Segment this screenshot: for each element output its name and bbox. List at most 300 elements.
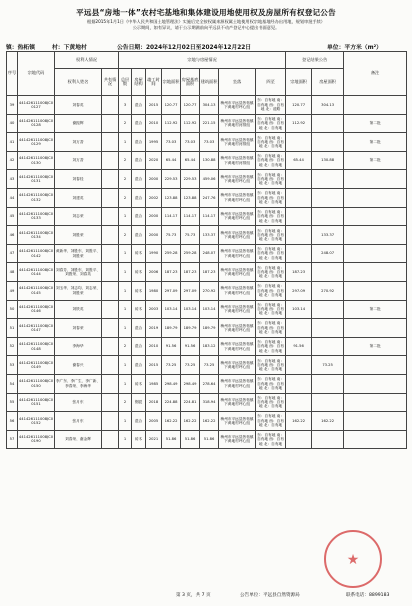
cell-location: 梅州市平远县热柘镇下黄地村坪心组 [219, 263, 256, 282]
cell-parcel-code: 441426111008JC00147 [18, 319, 55, 338]
cell-parcel-code: 441426111008JC00142 [18, 244, 55, 263]
cell-parcel-area: 123.88 [162, 188, 181, 207]
cell-parcel-code: 441426111008JC00133 [18, 207, 55, 226]
cell-co-ownership [102, 170, 119, 189]
cell-holder-name: 李海华 [55, 337, 102, 356]
cell-total-floors: 1 [119, 430, 132, 449]
cell-reg-house-area: 162.22 [312, 412, 344, 431]
cell-holder-name: 刘万香 [55, 133, 102, 152]
col-group-registration: 登记结果公告 [286, 52, 344, 69]
cell-parcel-area: 73.25 [162, 356, 181, 375]
cell-co-ownership [102, 337, 119, 356]
cell-co-ownership [102, 114, 119, 133]
cell-reg-parcel-area [286, 393, 312, 412]
col-header-year-built: 竣工时间 [146, 69, 162, 96]
cell-floor-area: 187.23 [200, 263, 219, 282]
cell-footprint-area: 75.73 [181, 226, 200, 245]
cell-year-built: 2000 [146, 207, 162, 226]
cell-structure: 混合 [132, 207, 146, 226]
cell-structure: 混合 [132, 170, 146, 189]
cell-seq: 42 [7, 151, 18, 170]
cell-total-floors: 3 [119, 96, 132, 115]
cell-location: 梅州市平远县热柘镇下黄地村河排组 [219, 151, 256, 170]
cell-parcel-code: 441426111008JC00130 [18, 151, 55, 170]
cell-seq: 43 [7, 170, 18, 189]
cell-footprint-area: 162.22 [181, 412, 200, 431]
cell-year-built: 1995 [146, 133, 162, 152]
cell-parcel-area: 298.49 [162, 374, 181, 393]
cell-structure: 砖木 [132, 263, 146, 282]
cell-boundaries: 东：自有地 南：自有地 西：自有地 北：自有地 [256, 263, 286, 282]
cell-reg-house-area [312, 263, 344, 282]
cell-location: 梅州市平远县热柘镇下黄地村坪心组 [219, 188, 256, 207]
cell-parcel-code: 441426111008JC00152 [18, 412, 55, 431]
cell-total-floors: 1 [119, 263, 132, 282]
cell-reg-parcel-area: 112.92 [286, 114, 312, 133]
cell-year-built: 2000 [146, 226, 162, 245]
col-header-footprint-area: 房屋基底面积 [181, 69, 200, 96]
cell-co-ownership [102, 96, 119, 115]
cell-floor-area: 133.37 [200, 226, 219, 245]
cell-co-ownership [102, 430, 119, 449]
cell-seq: 57 [7, 430, 18, 449]
cell-location: 梅州市平远县热柘镇下黄地村坪心组 [219, 170, 256, 189]
cell-structure: 混合 [132, 96, 146, 115]
cell-holder-name: 刘春桂 [55, 170, 102, 189]
cell-floor-area: 130.88 [200, 151, 219, 170]
cell-footprint-area: 112.92 [181, 114, 200, 133]
cell-parcel-code: 441426111008JC00146 [18, 300, 55, 319]
cell-boundaries: 东：自有地 南：自有地 西：自有地 北：自有地 [256, 319, 286, 338]
cell-boundaries: 东：自有地 南：自有地 西：自有地 北：自有地 [256, 151, 286, 170]
cell-parcel-area: 189.79 [162, 319, 181, 338]
table-row [7, 114, 407, 133]
cell-footprint-area: 91.56 [181, 337, 200, 356]
cell-parcel-area: 103.14 [162, 300, 181, 319]
table-row [7, 244, 407, 263]
cell-reg-parcel-area [286, 244, 312, 263]
cell-holder-name: 刘春荣、谢金辉 [55, 430, 102, 449]
cell-seq: 47 [7, 244, 18, 263]
col-group-parcel-house: 宗地与房屋情况 [119, 52, 286, 69]
cell-parcel-area: 297.09 [162, 281, 181, 300]
cell-total-floors: 1 [119, 412, 132, 431]
cell-location: 梅州市平远县热柘镇下黄地村坪心组 [219, 281, 256, 300]
table-row [7, 170, 407, 189]
cell-floor-area: 318.94 [200, 393, 219, 412]
cell-parcel-code: 441426111008JC00148 [18, 337, 55, 356]
cell-holder-name: 刘春荣 [55, 319, 102, 338]
cell-year-built: 2002 [146, 188, 162, 207]
unit-label: 单位：平方米（m²） [327, 45, 382, 51]
cell-holder-name: 刘万香 [55, 151, 102, 170]
cell-floor-area: 183.12 [200, 337, 219, 356]
cell-holder-name: 黄新华、刘胜东、刘胜平、刘胜荣 [55, 244, 102, 263]
cell-year-built: 2010 [146, 337, 162, 356]
cell-parcel-code: 441426111008JC00144 [18, 263, 55, 282]
cell-year-built: 2015 [146, 356, 162, 375]
cell-parcel-code: 441426111008JC00145 [18, 281, 55, 300]
cell-structure: 混合 [132, 133, 146, 152]
cell-structure: 混合 [132, 226, 146, 245]
col-header-parcel-area: 宗地面积 [162, 69, 181, 96]
cell-reg-parcel-area [286, 133, 312, 152]
announcement-period: 公告日期：2024年12月02日至2024年12月22日 [117, 45, 252, 51]
cell-seq: 54 [7, 374, 18, 393]
official-seal [322, 528, 384, 590]
cell-parcel-code: 441426111008JC00150 [18, 374, 55, 393]
cell-co-ownership [102, 244, 119, 263]
cell-co-ownership [102, 151, 119, 170]
cell-year-built: 1990 [146, 244, 162, 263]
cell-reg-house-area [312, 374, 344, 393]
cell-floor-area: 189.79 [200, 319, 219, 338]
cell-boundaries: 东：自有地 南：自有地 西：自有地 北：道路 [256, 96, 286, 115]
cell-parcel-code: 441426111008JC00190 [18, 430, 55, 449]
cell-floor-area: 221.15 [200, 114, 219, 133]
cell-parcel-code: 441426111008JC00128 [18, 114, 55, 133]
cell-footprint-area: 259.28 [181, 244, 200, 263]
col-header-seq: 序号 [7, 52, 18, 96]
page-subtitle-secondary: 公示期间，如有异议，请于公示期满前向平远县不动产登记中心提出书面意见。 [132, 25, 280, 30]
cell-reg-parcel-area: 162.22 [286, 412, 312, 431]
cell-parcel-code: 441426111008JC00151 [18, 393, 55, 412]
table-row [7, 393, 407, 412]
cell-seq: 52 [7, 337, 18, 356]
cell-structure: 混合 [132, 412, 146, 431]
cell-boundaries: 东：自有地 南：自有地 西：自有地 北：自有地 [256, 393, 286, 412]
cell-remarks [344, 170, 407, 189]
cell-remarks [344, 96, 407, 115]
cell-seq: 45 [7, 207, 18, 226]
table-row [7, 226, 407, 245]
cell-total-floors: 1 [119, 374, 132, 393]
cell-structure: 混合 [132, 188, 146, 207]
table-row [7, 207, 407, 226]
cell-parcel-area: 224.88 [162, 393, 181, 412]
cell-footprint-area: 65.44 [181, 151, 200, 170]
table-row [7, 319, 407, 338]
cell-location: 梅州市平远县热柘镇下黄地村坪心组 [219, 244, 256, 263]
col-header-co-ownership: 共有情况 [102, 69, 119, 96]
cell-total-floors: 1 [119, 319, 132, 338]
cell-holder-name: 李广东、李广生、李广新、李春荣、李海华 [55, 374, 102, 393]
cell-parcel-area: 51.86 [162, 430, 181, 449]
cell-remarks [344, 226, 407, 245]
cell-total-floors: 2 [119, 170, 132, 189]
cell-footprint-area: 120.77 [181, 96, 200, 115]
cell-holder-name: 刘建英 [55, 188, 102, 207]
table-row [7, 356, 407, 375]
cell-floor-area: 73.25 [200, 356, 219, 375]
cell-holder-name: 刘志荣 [55, 207, 102, 226]
cell-parcel-code: 441426111008JC00149 [18, 356, 55, 375]
table-row [7, 263, 407, 282]
cell-floor-area: 459.06 [200, 170, 219, 189]
cell-year-built: 2020 [146, 151, 162, 170]
cell-parcel-area: 75.73 [162, 226, 181, 245]
col-header-structure: 房屋结构 [132, 69, 146, 96]
cell-footprint-area: 229.53 [181, 170, 200, 189]
cell-reg-parcel-area [286, 430, 312, 449]
cell-floor-area: 278.64 [200, 374, 219, 393]
col-group-rights-holder: 权利人情况 [55, 52, 119, 69]
cell-location: 梅州市平远县热柘镇下黄地村坪心组 [219, 207, 256, 226]
cell-floor-area: 51.86 [200, 430, 219, 449]
cell-total-floors: 2 [119, 393, 132, 412]
cell-location: 梅州市平远县热柘镇下黄地村坪心组 [219, 300, 256, 319]
col-header-reg-house-area: 房屋面积 [312, 69, 344, 96]
cell-remarks: 第二批 [344, 337, 407, 356]
cell-parcel-code: 441426111008JC00129 [18, 133, 55, 152]
cell-holder-name: 张月东 [55, 412, 102, 431]
cell-seq: 39 [7, 96, 18, 115]
cell-holder-name: 刘铁英 [55, 300, 102, 319]
cell-reg-parcel-area [286, 226, 312, 245]
cell-co-ownership [102, 188, 119, 207]
cell-floor-area: 270.92 [200, 281, 219, 300]
cell-co-ownership [102, 300, 119, 319]
col-header-holder-name: 权利人姓名 [55, 69, 102, 96]
cell-footprint-area: 187.23 [181, 263, 200, 282]
cell-co-ownership [102, 263, 119, 282]
cell-remarks [344, 393, 407, 412]
cell-total-floors: 1 [119, 281, 132, 300]
cell-total-floors: 2 [119, 337, 132, 356]
cell-seq: 55 [7, 393, 18, 412]
cell-remarks [344, 263, 407, 282]
town-label: 镇：热柘镇 [6, 45, 35, 51]
cell-parcel-area: 187.23 [162, 263, 181, 282]
cell-seq: 53 [7, 356, 18, 375]
cell-holder-name: 谢春兴 [55, 356, 102, 375]
cell-floor-area: 114.17 [200, 207, 219, 226]
cell-reg-parcel-area [286, 188, 312, 207]
cell-boundaries: 东：自有地 南：自有地 西：自有地 北：自有地 [256, 244, 286, 263]
village-label: 村：下黄地村 [52, 45, 87, 51]
cell-remarks: 第二批 [344, 151, 407, 170]
cell-floor-area: 103.14 [200, 300, 219, 319]
table-body [7, 96, 407, 449]
cell-seq: 46 [7, 226, 18, 245]
cell-co-ownership [102, 374, 119, 393]
cell-co-ownership [102, 393, 119, 412]
cell-floor-area: 247.76 [200, 188, 219, 207]
cell-parcel-area: 65.44 [162, 151, 181, 170]
cell-year-built: 2015 [146, 96, 162, 115]
cell-location: 梅州市平远县热柘镇下黄地村河排组 [219, 114, 256, 133]
cell-remarks [344, 281, 407, 300]
cell-total-floors: 1 [119, 300, 132, 319]
cell-location: 梅州市平远县热柘镇下黄地村坪心组 [219, 374, 256, 393]
cell-holder-name: 张月东 [55, 393, 102, 412]
cell-total-floors: 1 [119, 356, 132, 375]
cell-remarks: 第二批 [344, 114, 407, 133]
cell-reg-parcel-area: 187.23 [286, 263, 312, 282]
announcement-table [6, 51, 407, 449]
cell-floor-area: 73.03 [200, 133, 219, 152]
cell-total-floors: 2 [119, 226, 132, 245]
cell-structure: 混合 [132, 114, 146, 133]
cell-remarks [344, 244, 407, 263]
table-row [7, 188, 407, 207]
table-row [7, 337, 407, 356]
cell-year-built: 2010 [146, 114, 162, 133]
cell-footprint-area: 73.03 [181, 133, 200, 152]
cell-year-built: 2021 [146, 430, 162, 449]
cell-structure: 混合 [132, 356, 146, 375]
table-row [7, 374, 407, 393]
cell-parcel-area: 120.77 [162, 96, 181, 115]
cell-holder-name: 刘春英 [55, 96, 102, 115]
cell-reg-house-area: 304.13 [312, 96, 344, 115]
cell-holder-name: 刘春芳、刘胜东、刘胜平、刘胜荣、刘春英 [55, 263, 102, 282]
cell-footprint-area: 297.09 [181, 281, 200, 300]
cell-seq: 51 [7, 319, 18, 338]
cell-parcel-code: 441426111008JC00132 [18, 188, 55, 207]
seal-star: ★ [346, 552, 360, 568]
cell-parcel-code: 441426111008JC00131 [18, 170, 55, 189]
cell-reg-parcel-area [286, 319, 312, 338]
cell-total-floors: 2 [119, 114, 132, 133]
cell-reg-parcel-area: 120.77 [286, 96, 312, 115]
cell-seq: 49 [7, 281, 18, 300]
cell-reg-house-area [312, 207, 344, 226]
cell-parcel-area: 259.28 [162, 244, 181, 263]
page-number: 第 3 页，共 7 页 [176, 593, 211, 598]
cell-remarks [344, 430, 407, 449]
cell-parcel-area: 114.17 [162, 207, 181, 226]
cell-co-ownership [102, 412, 119, 431]
cell-footprint-area: 73.25 [181, 356, 200, 375]
cell-boundaries: 东：自有地 南：自有地 西：自有地 北：自有地 [256, 226, 286, 245]
cell-remarks: 第二批 [344, 133, 407, 152]
cell-co-ownership [102, 281, 119, 300]
cell-remarks [344, 188, 407, 207]
cell-reg-house-area: 270.92 [312, 281, 344, 300]
cell-holder-name: 刘玉华、刘志均、刘志荣、刘胜荣 [55, 281, 102, 300]
cell-total-floors: 1 [119, 244, 132, 263]
phone-label: 联系电话：8899183 [346, 593, 390, 598]
cell-seq: 44 [7, 188, 18, 207]
cell-reg-house-area [312, 430, 344, 449]
cell-parcel-area: 229.53 [162, 170, 181, 189]
table-row [7, 96, 407, 115]
cell-location: 梅州市平远县热柘镇下黄地村坪心组 [219, 356, 256, 375]
cell-seq: 48 [7, 263, 18, 282]
col-header-floor-area: 建筑面积 [200, 69, 219, 96]
cell-year-built: 1980 [146, 281, 162, 300]
cell-year-built: 2018 [146, 393, 162, 412]
table-row [7, 133, 407, 152]
cell-reg-parcel-area [286, 207, 312, 226]
cell-location: 梅州市平远县热柘镇下黄地村坪心组 [219, 412, 256, 431]
cell-structure: 混合 [132, 151, 146, 170]
cell-remarks [344, 412, 407, 431]
cell-location: 梅州市平远县热柘镇下黄地村坪心组 [219, 96, 256, 115]
cell-parcel-area: 91.56 [162, 337, 181, 356]
cell-parcel-area: 162.22 [162, 412, 181, 431]
cell-reg-house-area [312, 133, 344, 152]
cell-reg-parcel-area: 297.09 [286, 281, 312, 300]
cell-parcel-area: 73.03 [162, 133, 181, 152]
cell-boundaries: 东：自有地 南：自有地 西：自有地 北：自有地 [256, 300, 286, 319]
cell-reg-parcel-area: 91.56 [286, 337, 312, 356]
cell-year-built: 2000 [146, 170, 162, 189]
cell-total-floors: 1 [119, 133, 132, 152]
cell-boundaries: 东：自有地 南：自有地 西：自有地 北：自有地 [256, 281, 286, 300]
cell-floor-area: 162.22 [200, 412, 219, 431]
table-row [7, 281, 407, 300]
cell-boundaries: 东：自有地 南：自有地 西：自有地 北：自有地 [256, 374, 286, 393]
cell-remarks [344, 319, 407, 338]
cell-year-built: 2005 [146, 412, 162, 431]
cell-reg-house-area [312, 337, 344, 356]
cell-boundaries: 东：自有地 南：自有地 西：自有地 北：自有地 [256, 133, 286, 152]
cell-footprint-area: 114.17 [181, 207, 200, 226]
col-header-location: 坐落 [219, 69, 256, 96]
cell-reg-parcel-area: 65.44 [286, 151, 312, 170]
cell-structure: 混合 [132, 337, 146, 356]
cell-footprint-area: 224.81 [181, 393, 200, 412]
cell-footprint-area: 189.79 [181, 319, 200, 338]
cell-reg-house-area: 73.25 [312, 356, 344, 375]
cell-year-built: 2006 [146, 263, 162, 282]
col-header-parcel-code: 宗地代码 [18, 52, 55, 96]
cell-location: 梅州市平远县热柘镇下黄地村坪心组 [219, 226, 256, 245]
col-header-total-floors: 总层数 [119, 69, 132, 96]
table-header-row-top [7, 52, 407, 69]
cell-co-ownership [102, 226, 119, 245]
cell-reg-parcel-area [286, 374, 312, 393]
cell-seq: 41 [7, 133, 18, 152]
cell-structure: 混合 [132, 319, 146, 338]
table-row [7, 430, 407, 449]
cell-total-floors: 2 [119, 151, 132, 170]
cell-location: 梅州市平远县热柘镇下黄地村坪心组 [219, 393, 256, 412]
cell-reg-parcel-area [286, 356, 312, 375]
cell-reg-house-area: 130.88 [312, 151, 344, 170]
cell-reg-house-area [312, 114, 344, 133]
cell-reg-house-area: 133.37 [312, 226, 344, 245]
cell-floor-area: 248.07 [200, 244, 219, 263]
cell-boundaries: 东：自有地 南：自有地 西：自有地 北：自有地 [256, 337, 286, 356]
cell-boundaries: 东：自有地 南：自有地 西：自有地 北：自有地 [256, 412, 286, 431]
cell-parcel-code: 441426111008JC00134 [18, 226, 55, 245]
cell-co-ownership [102, 207, 119, 226]
cell-seq: 40 [7, 114, 18, 133]
cell-total-floors: 2 [119, 188, 132, 207]
cell-remarks [344, 356, 407, 375]
cell-footprint-area: 298.49 [181, 374, 200, 393]
table-row [7, 300, 407, 319]
cell-holder-name: 刘胜荣 [55, 226, 102, 245]
cell-location: 梅州市平远县热柘镇下黄地村坪心组 [219, 430, 256, 449]
cell-co-ownership [102, 356, 119, 375]
cell-reg-house-area [312, 319, 344, 338]
cell-parcel-code: 441426111008JC00127 [18, 96, 55, 115]
col-header-remarks: 备注 [344, 52, 407, 96]
cell-reg-house-area [312, 300, 344, 319]
cell-structure: 钢混 [132, 393, 146, 412]
cell-parcel-area: 112.92 [162, 114, 181, 133]
cell-co-ownership [102, 319, 119, 338]
cell-structure: 砖木 [132, 300, 146, 319]
cell-boundaries: 东：自有地 南：自有地 西：自有地 北：自有地 [256, 188, 286, 207]
cell-seq: 56 [7, 412, 18, 431]
cell-boundaries: 东：自有地 南：自有地 西：自有地 北：自有地 [256, 356, 286, 375]
cell-total-floors: 1 [119, 207, 132, 226]
